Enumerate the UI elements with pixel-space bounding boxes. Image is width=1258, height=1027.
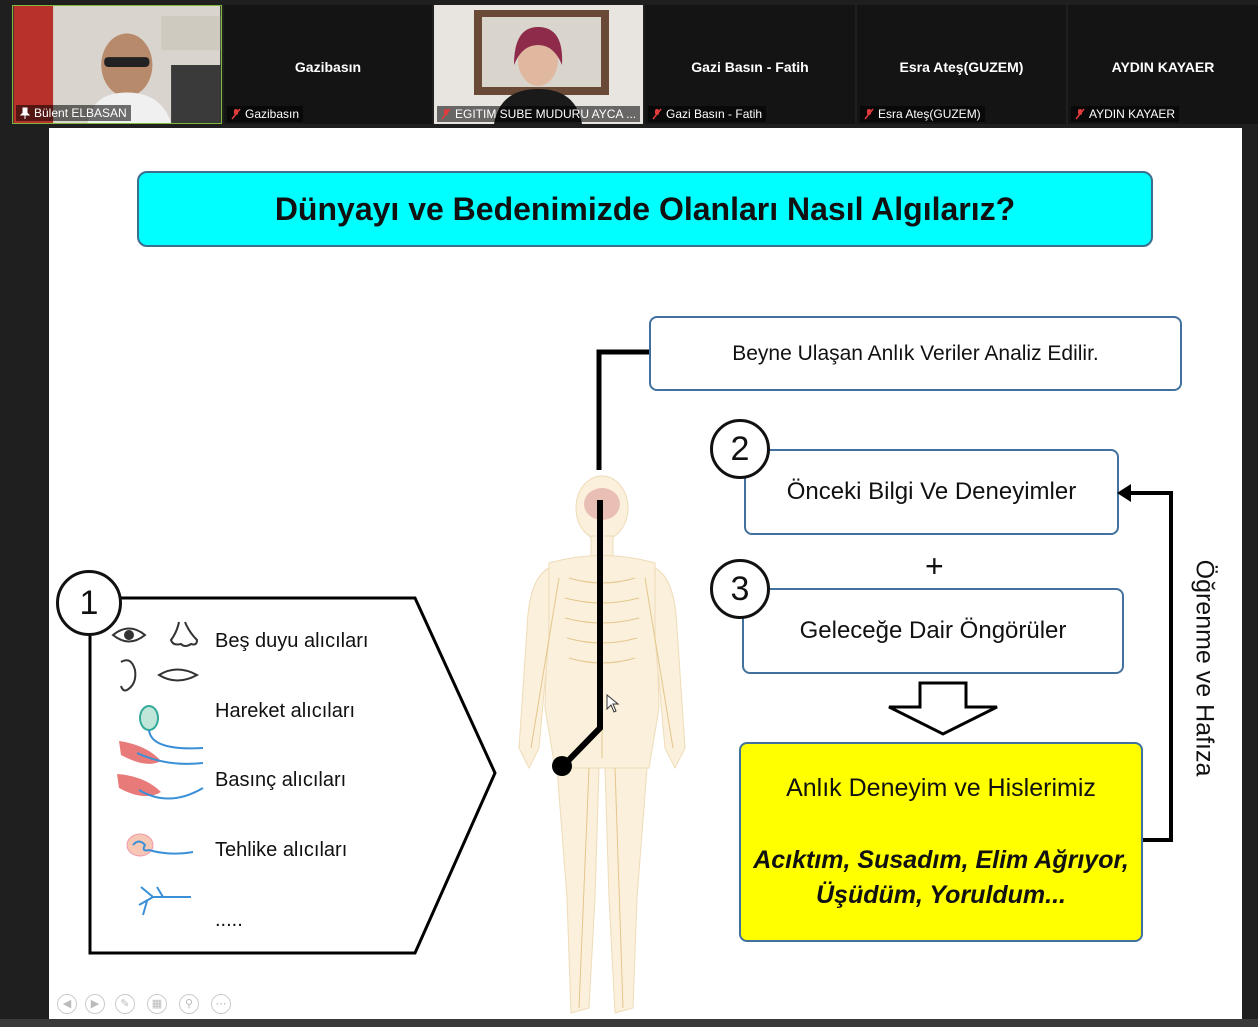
zoom-button[interactable]: ⚲ xyxy=(179,994,199,1014)
participant-name: Esra Ateş(GUZEM) xyxy=(860,106,985,122)
cursor-icon xyxy=(606,694,620,714)
connector-line xyxy=(594,348,654,473)
step-2-circle: 2 xyxy=(710,419,770,479)
experience-title: Anlık Deneyim ve Hislerimiz xyxy=(786,774,1096,802)
experience-examples: Üşüdüm, Yoruldum... xyxy=(815,881,1066,909)
plus-sign: + xyxy=(925,548,944,584)
step-1-circle: 1 xyxy=(56,570,122,636)
receptor-label: Basınç alıcıları xyxy=(215,769,347,791)
receptor-label: ..... xyxy=(215,909,243,931)
receptor-label: Tehlike alıcıları xyxy=(215,839,348,861)
learning-memory-label: Öğrenme ve Hafıza xyxy=(1190,559,1219,777)
participant-name: Gazi Basın - Fatih xyxy=(648,106,766,122)
receptor-label: Beş duyu alıcıları xyxy=(215,630,369,652)
pin-icon xyxy=(19,107,31,119)
danger-receptor-icon xyxy=(125,830,197,864)
more-options-button[interactable]: ⋯ xyxy=(211,994,231,1014)
mic-muted-icon xyxy=(440,108,452,120)
participant-tile[interactable] xyxy=(857,5,1066,124)
participant-name: Bülent ELBASAN xyxy=(16,105,131,121)
participant-tile[interactable] xyxy=(434,5,643,124)
participant-name: AYDIN KAYAER xyxy=(1071,106,1179,122)
five-senses-icon xyxy=(111,620,206,700)
pressure-receptor-icon xyxy=(115,768,207,808)
mic-muted-icon xyxy=(1074,108,1086,120)
participant-display-name: Gazi Basın - Fatih xyxy=(691,59,809,75)
shared-slide xyxy=(49,128,1242,1019)
participant-name: Gazibasın xyxy=(227,106,303,122)
bottom-bar xyxy=(0,1019,1258,1027)
nerve-ending-icon xyxy=(133,883,193,919)
motion-receptor-icon xyxy=(117,703,207,778)
receptor-label: Hareket alıcıları xyxy=(215,700,356,722)
participant-bar xyxy=(0,0,1258,127)
step-3-circle: 3 xyxy=(710,559,770,619)
experience-box xyxy=(739,742,1143,942)
brain-analysis-box: Beyne Ulaşan Anlık Veriler Analiz Edilir. xyxy=(649,316,1182,391)
participant-display-name: Esra Ateş(GUZEM) xyxy=(899,59,1024,75)
nervous-system-figure xyxy=(509,468,699,1019)
participant-display-name: AYDIN KAYAER xyxy=(1111,59,1215,75)
pen-tool-button[interactable]: ✎ xyxy=(115,994,135,1014)
slides-grid-button[interactable]: ▦ xyxy=(147,994,167,1014)
experience-examples: Acıktım, Susadım, Elim Ağrıyor, xyxy=(753,846,1129,874)
next-slide-button[interactable]: ▶ xyxy=(85,994,105,1014)
participant-display-name: Gazibasın xyxy=(294,59,362,75)
participant-tile[interactable] xyxy=(224,5,432,124)
participant-tile[interactable] xyxy=(12,5,222,124)
mic-muted-icon xyxy=(651,108,663,120)
prior-knowledge-box: Önceki Bilgi Ve Deneyimler xyxy=(744,449,1119,535)
down-arrow-icon xyxy=(885,681,1001,737)
predictions-box: Geleceğe Dair Öngörüler xyxy=(742,588,1124,674)
mic-muted-icon xyxy=(230,108,242,120)
participant-tile[interactable] xyxy=(645,5,855,124)
slide-title: Dünyayı ve Bedenimizde Olanları Nasıl Algılarız? xyxy=(137,171,1153,247)
participant-tile[interactable] xyxy=(1068,5,1258,124)
participant-name: EGITIM SUBE MUDURU AYCA ... xyxy=(437,106,640,122)
mic-muted-icon xyxy=(863,108,875,120)
feedback-arrow xyxy=(1109,478,1179,848)
previous-slide-button[interactable]: ◀ xyxy=(57,994,77,1014)
